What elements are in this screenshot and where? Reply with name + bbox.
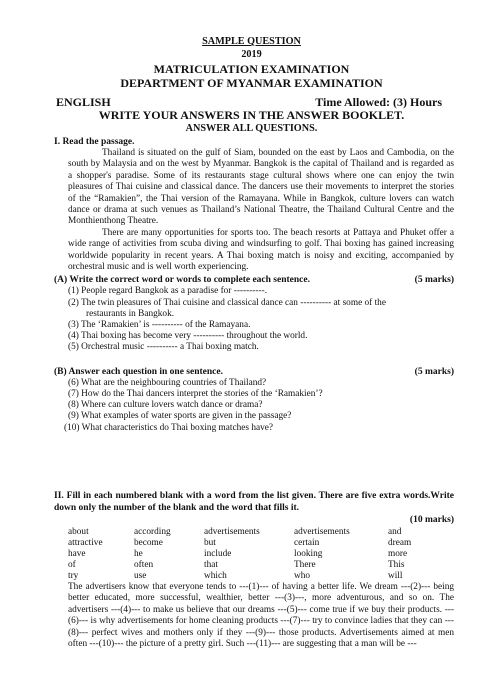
list-item: (2) The twin pleasures of Thai cuisine and classical dance can ---------- at some of the [68, 297, 386, 308]
word-item: but [204, 538, 216, 548]
part-b-title: (B) Answer each question in one sentence. [54, 366, 223, 377]
part-a-marks: (5 marks) [414, 275, 454, 286]
list-item: (5) Orchestral music ---------- a Thai boxing match. [68, 342, 259, 353]
part-a-title: (A) Write the correct word or words to complete each sentence. [54, 275, 310, 286]
word-item: attractive [68, 538, 103, 548]
word-item: of [68, 560, 76, 570]
word-list [68, 527, 454, 582]
word-item: will [388, 571, 403, 581]
word-item: try [68, 571, 79, 581]
subject-row [56, 95, 442, 109]
part-b-marks: (5 marks) [414, 366, 454, 377]
sample-question-label: SAMPLE QUESTION [202, 36, 301, 47]
passage-paragraph-1: Thailand is situated on the gulf of Siam, bounded on the east by Laos and Cambodia, on the south by Malaysia and on the west by Myanmar. Bangkok is the capital of Thailand and is regarded as a shopper's paradise. Some of its restaurants stage cultural shows where one can enjoy the twin pleasures of Thai cuisine and classical dance. The dancers use their movements to interpret the stories of the “Ramakien”, the Thai version of the Ramayana. While in Bangkok, culture lovers can watch dance or drama at such venues as Thailand’s National Theatre, the Thailand Cultural Centre and the Monthienthong Theatre. [68, 148, 454, 227]
list-item: restaurants in Bangkok. [86, 308, 175, 319]
word-item: he [134, 549, 143, 559]
time-allowed: Time Allowed: (3) Hours [315, 95, 442, 109]
list-item: (7) How do the Thai dancers interpret the stories of the ‘Ramakien’? [68, 388, 323, 399]
passage-paragraph-2: There are many opportunities for sports too. The beach resorts at Pattaya and Phuket offer a wide range of activities from scuba diving and windsurfing to golf. Thai boxing has gained increasing worldwide popularity in recent years. A Thai boxing match is noisy and exciting, accompanied by orchestral music and is well worth experiencing. [68, 227, 454, 273]
word-item: that [204, 560, 218, 570]
list-item: (9) What examples of water sports are given in the passage? [68, 411, 292, 422]
instruction-booklet: WRITE YOUR ANSWERS IN THE ANSWER BOOKLET. [98, 108, 405, 122]
word-item: advertisements [294, 527, 350, 537]
word-item: looking [294, 549, 323, 559]
subject-label: ENGLISH [56, 95, 111, 109]
word-item: and [388, 527, 402, 537]
list-item: (8) Where can culture lovers watch dance or drama? [68, 400, 263, 411]
part-b-heading [54, 366, 454, 378]
word-item: become [134, 538, 163, 548]
instruction-all: ANSWER ALL QUESTIONS. [185, 123, 318, 134]
cloze-passage: The advertisers know that everyone tends to ---(1)--- of having a better life. We dream ---(2)--- being better educated, more successful, wealthier, better ---(3)---, more adventurous, and so on. The advertisers ---(4)--- to make us believe that our dreams ---(5)--- come true if we buy their products. ---(6)--- is why advertisements for home cleaning products ---(7)--- try to convince ladies that they can ---(8)--- perfect wives and mothers only if they ---(9)--- those products. Advertisements aimed at men often ---(10)--- the picture of a pretty girl. Such ---(11)--- are suggesting that a man will be --- [68, 582, 454, 650]
word-item: use [134, 571, 147, 581]
word-item: who [294, 571, 311, 581]
section-1 [54, 136, 454, 434]
part-a-items [68, 286, 454, 353]
part-b-items [64, 377, 454, 434]
exam-header [0, 35, 503, 90]
list-item: (6) What are the neighbouring countries of Thailand? [68, 377, 267, 388]
word-item: often [134, 560, 154, 570]
word-item: dream [388, 538, 412, 548]
part-a-heading [54, 274, 454, 286]
list-item: (10) What characteristics do Thai boxing matches have? [64, 422, 274, 433]
word-item: have [68, 549, 86, 559]
section-2-title: II. Fill in each numbered blank with a word from the list given. There are five extra words.Write down only the number of the blank and the word that fills it. [54, 491, 454, 513]
list-item: (3) The ‘Ramakien’ is ---------- of the Ramayana. [68, 320, 251, 331]
word-item: advertisements [204, 527, 260, 537]
word-item: which [204, 571, 227, 581]
instructions [0, 108, 503, 135]
section-2 [54, 490, 454, 650]
section-2-marks: (10 marks) [409, 515, 454, 525]
word-item: There [294, 560, 316, 570]
word-item: about [68, 527, 89, 537]
word-item: include [204, 549, 232, 559]
word-item: according [134, 527, 171, 537]
word-item: certain [294, 538, 320, 548]
year-label: 2019 [241, 49, 262, 60]
section-1-title: I. Read the passage. [54, 137, 135, 147]
word-item: more [388, 549, 408, 559]
exam-title: MATRICULATION EXAMINATION [153, 62, 350, 76]
department-title: DEPARTMENT OF MYANMAR EXAMINATION [120, 76, 383, 90]
list-item: (1) People regard Bangkok as a paradise for ----------. [68, 286, 268, 297]
list-item: (4) Thai boxing has become very ---------- throughout the world. [68, 331, 308, 342]
word-item: This [388, 560, 405, 570]
